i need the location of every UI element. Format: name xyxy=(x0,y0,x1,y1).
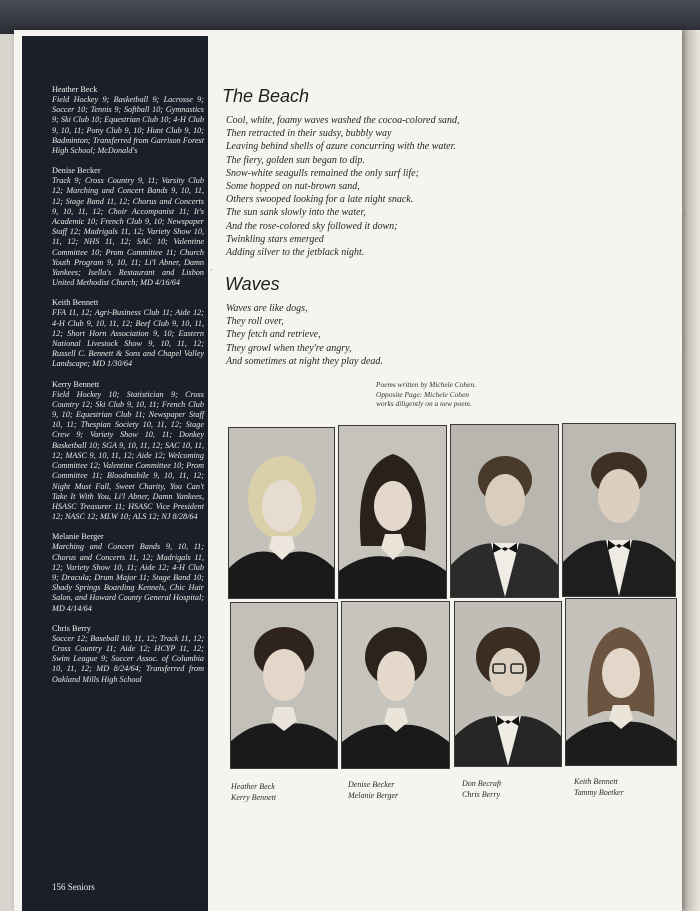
portrait-image xyxy=(451,425,558,597)
poem-line: Some hopped on nut-brown sand, xyxy=(226,181,360,193)
poem-line: And the rose-colored sky followed it down; xyxy=(226,220,398,232)
portrait-caption xyxy=(348,780,398,801)
portrait-image xyxy=(563,424,675,596)
bio-activities: Marching and Concert Bands 9, 10, 11; Chorus and Concerts 11, 12; Madrigals 11, 12; Variety Show 10, 11; Aide 12; 4-H Club 9; Dracula; Drum Major 11; Stage Band 10; Shady Springs Boarding Kennels, Chic Hair Salon, and Howard County General Hospital; MD 4/14/64 xyxy=(52,542,204,613)
bio-entry xyxy=(52,165,204,288)
poem-body-beach xyxy=(226,114,459,259)
bio-activities: Track 9; Cross Country 9, 11; Varsity Club 12; Marching and Concert Bands 9, 10, 11, 12; Stage Band 11, 12; Chorus and Concerts 9, 10, 11, 12; Choir Accompanist 11; It's Academic 10; French Club 9, 10; Newspaper Staff 12; Madrigals 11, 12; Variety Show 10, 11, 12; NHS 11, 12; SAC 10; Valentine Committee 10; Prom Committee 11; Church Youth Program 9, 10, 11; Li'l Abner, Damn Yankees; Isella's Restaurant and Lisbon United Methodist Church; MD 4/16/64 xyxy=(52,176,204,288)
page-folio: 156 Seniors xyxy=(52,882,95,892)
scan-top-band xyxy=(0,0,700,34)
bio-entry xyxy=(52,623,204,685)
portrait-chris-berry xyxy=(454,601,562,767)
poem-line: The sun sank slowly into the water, xyxy=(226,207,366,219)
portrait-image xyxy=(566,599,676,765)
bio-activities: Field Hockey 9; Basketball 9; Lacrosse 9; Soccer 10; Tennis 9; Softball 10; Gymnastics 9; Ski Club 10; Equestrian Club 10; 4-H Club 9, 10, 11; Pony Club 9, 10; Hunt Club 9, 10; Badminton; Transferred from Garrison Forest High School; McDonald's xyxy=(52,95,204,156)
caption-line: Opposite Page: Michele Cohen xyxy=(376,389,469,399)
poem-line: Others swooped looking for a late night snack. xyxy=(226,194,414,206)
portrait-tammy-boetker xyxy=(565,598,677,766)
caption-top-name: Denise Becker xyxy=(348,780,395,789)
bio-name: Kerry Bennett xyxy=(52,379,100,389)
facing-page-mark: · xyxy=(684,210,687,219)
scan-speck: · xyxy=(210,266,213,275)
bio-entry xyxy=(52,379,204,523)
portrait-don-becraft xyxy=(450,424,559,598)
portrait-caption xyxy=(231,782,276,803)
caption-top-name: Heather Beck xyxy=(231,782,275,791)
caption-line: works diligently on a new poem. xyxy=(376,399,472,409)
portrait-melanie-berger xyxy=(341,601,450,769)
bio-name: Keith Bennett xyxy=(52,298,99,308)
poem-line: Then retracted in their sudsy, bubbly way xyxy=(226,128,392,140)
bio-sidebar xyxy=(22,36,208,911)
caption-bottom-name: Chris Berry xyxy=(462,789,500,799)
portrait-heather-beck xyxy=(228,427,335,599)
poem-line: Leaving behind shells of azure concurring with the water. xyxy=(226,141,456,153)
caption-bottom-name: Kerry Bennett xyxy=(231,792,277,802)
poem-line: They growl when they're angry, xyxy=(226,342,352,354)
bio-activities: FFA 11, 12; Agri-Business Club 11; Aide 12; 4-H Club 9, 10, 11, 12; Beef Club 9, 10, 11, 12; Short Horn Association 9, 10; Eastern National Livestock Show 9, 10, 11, 12; Russell C. Bennett & Sons and Chapel Valley Landscape; MD 1/30/64 xyxy=(52,308,204,369)
poem-line: They fetch and retrieve, xyxy=(226,329,321,341)
poem-line: Adding silver to the jetblack night. xyxy=(226,247,365,259)
portrait-caption xyxy=(462,779,501,800)
bio-entry xyxy=(52,297,204,369)
facing-page-edge xyxy=(682,30,700,911)
poem-line: Waves are like dogs, xyxy=(226,303,308,314)
bio-activities: Soccer 12; Baseball 10, 11, 12; Track 11, 12; Cross Country 11; Aide 12; HCYP 11, 12; Swim League 9; Soccer Assoc. of Columbia 10, 11, 12; MD 8/24/64; Transferred from Oakland Mills High School xyxy=(52,633,204,684)
caption-top-name: Don Becraft xyxy=(462,779,502,788)
portrait-image xyxy=(231,603,337,768)
portrait-keith-bennett xyxy=(562,423,676,597)
bio-name: Denise Becker xyxy=(52,166,101,176)
caption-line: Poems written by Michele Cohen. xyxy=(376,380,476,389)
poem-title-waves: Waves xyxy=(225,274,280,294)
poem-title-beach: The Beach xyxy=(222,86,310,106)
poem-line: Snow-white seagulls remained the only surf life; xyxy=(226,167,419,179)
caption-top-name: Keith Bennett xyxy=(574,777,618,786)
portrait-image xyxy=(342,602,449,768)
poem-line: Twinkling stars emerged xyxy=(226,233,324,245)
poem-line: They roll over, xyxy=(226,316,284,328)
bio-name: Chris Berry xyxy=(52,623,91,633)
portrait-kerry-bennett xyxy=(230,602,338,769)
poem-line: The fiery, golden sun began to dip. xyxy=(226,154,365,166)
caption-bottom-name: Melanie Berger xyxy=(348,790,399,800)
portrait-image xyxy=(339,426,446,598)
poem-line: And sometimes at night they play dead. xyxy=(226,355,383,367)
bio-entry xyxy=(52,531,204,613)
portrait-image xyxy=(229,428,334,598)
facing-page-mark: · xyxy=(684,340,687,349)
bio-activities: Field Hockey 10; Statistician 9; Cross Country 12; Ski Club 9, 10, 11; French Club 9, 10; Equestrian Club 11; Newspaper Staff 10, 11; Thespian Society 10, 11, 12; Stage Crew 9; Variety Show 10, 11; Donkey Basketball 10; SGA 9, 10, 11, 12; SAC 10, 11, 12; MASC 9, 10, 11, 12; Aide 12; Welcoming Committee 12; Valentine Committee 10; Prom Committee 11; Bloodmobile 9, 10, 11, 12; Night Must Fall, Sweet Charity, You Can't Take It With You, Li'l Abner, Damn Yankees, HSASC Treasurer 11; HSASC Vice President 12; NASC 12; MLW 10; ALS 12; NJ 8/28/64 xyxy=(52,389,204,522)
portrait-image xyxy=(455,602,561,766)
portrait-caption xyxy=(574,777,624,798)
bio-list xyxy=(52,84,204,694)
poem-line: Cool, white, foamy waves washed the cocoa-colored sand, xyxy=(226,115,460,126)
poem-credit-caption xyxy=(376,380,526,409)
poem-body-waves xyxy=(226,302,383,368)
bio-name: Heather Beck xyxy=(52,85,98,94)
caption-bottom-name: Tammy Boetker xyxy=(574,787,624,797)
bio-entry xyxy=(52,84,204,156)
bio-name: Melanie Berger xyxy=(52,532,104,542)
portrait-denise-becker xyxy=(338,425,447,599)
